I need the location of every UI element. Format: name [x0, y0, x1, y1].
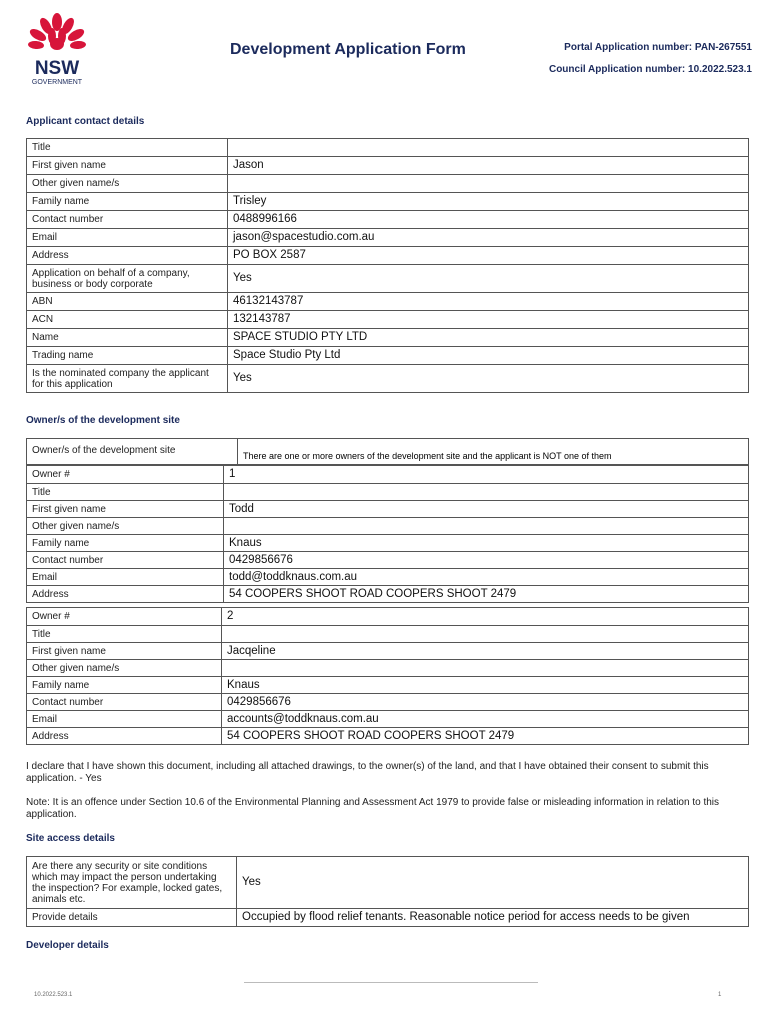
field-value	[222, 626, 749, 643]
form-title: Development Application Form	[230, 41, 466, 58]
field-label: Contact number	[27, 552, 224, 569]
form-row	[27, 728, 749, 745]
site-access-table	[26, 856, 749, 927]
field-value: PO BOX 2587	[228, 247, 749, 265]
field-label: Application on behalf of a company, business or body corporate	[27, 265, 228, 293]
field-label: Address	[27, 247, 228, 265]
form-row	[27, 175, 749, 193]
council-application-number: Council Application number: 10.2022.523.1	[548, 64, 752, 75]
form-row	[27, 139, 749, 157]
form-row	[27, 857, 749, 909]
form-row	[27, 365, 749, 393]
field-value: 2	[222, 608, 749, 626]
field-value	[224, 518, 749, 535]
field-value: Yes	[237, 857, 749, 909]
field-label: Contact number	[27, 211, 228, 229]
owners-summary-row	[27, 439, 749, 465]
form-row	[27, 229, 749, 247]
form-row	[27, 660, 749, 677]
field-value: Space Studio Pty Ltd	[228, 347, 749, 365]
field-label: Address	[27, 586, 224, 603]
field-value: Jacqeline	[222, 643, 749, 660]
owners-summary-value: There are one or more owners of the development site and the applicant is NOT one of them	[238, 439, 749, 465]
field-value: 54 COOPERS SHOOT ROAD COOPERS SHOOT 2479	[222, 728, 749, 745]
form-row	[27, 586, 749, 603]
offence-note: Note: It is an offence under Section 10.6 of the Environmental Planning and Assessment Act 1979 to provide false or misleading information in relation to this application.	[26, 797, 720, 820]
field-label: Family name	[27, 535, 224, 552]
form-row	[27, 501, 749, 518]
field-value	[222, 660, 749, 677]
field-value: 54 COOPERS SHOOT ROAD COOPERS SHOOT 2479	[224, 586, 749, 603]
developer-section-heading: Developer details	[26, 940, 109, 951]
form-row	[27, 157, 749, 175]
form-row	[27, 518, 749, 535]
form-row	[27, 711, 749, 728]
field-value: 46132143787	[228, 293, 749, 311]
field-label: Owner #	[27, 466, 224, 484]
form-row	[27, 466, 749, 484]
applicant-rows	[27, 139, 749, 393]
owner-2-table	[26, 607, 749, 745]
form-row	[27, 626, 749, 643]
field-label: Are there any security or site conditions which may impact the person undertaking the inspection? For example, locked gates, animals etc.	[27, 857, 237, 909]
field-label: First given name	[27, 643, 222, 660]
owner-2-rows	[27, 608, 749, 745]
field-label: Other given name/s	[27, 175, 228, 193]
field-value: Todd	[224, 501, 749, 518]
field-value: accounts@toddknaus.com.au	[222, 711, 749, 728]
owner-1-rows	[27, 466, 749, 603]
field-label: Email	[27, 569, 224, 586]
portal-application-number: Portal Application number: PAN-267551	[564, 42, 752, 53]
form-row	[27, 608, 749, 626]
field-value: Yes	[228, 265, 749, 293]
field-label: Email	[27, 711, 222, 728]
field-label: Other given name/s	[27, 660, 222, 677]
field-value: 0429856676	[222, 694, 749, 711]
field-value: 132143787	[228, 311, 749, 329]
field-label: Is the nominated company the applicant for this application	[27, 365, 228, 393]
logo-text: NSW	[34, 58, 80, 79]
field-value: todd@toddknaus.com.au	[224, 569, 749, 586]
field-label: ACN	[27, 311, 228, 329]
field-value	[228, 175, 749, 193]
field-value: Knaus	[224, 535, 749, 552]
owners-section-heading: Owner/s of the development site	[26, 415, 180, 426]
field-label: First given name	[27, 157, 228, 175]
form-row	[27, 193, 749, 211]
owner-1-table	[26, 465, 749, 603]
applicant-table	[26, 138, 749, 393]
footer-divider	[244, 982, 538, 983]
field-label: Other given name/s	[27, 518, 224, 535]
owners-summary-label: Owner/s of the development site	[27, 439, 238, 465]
form-row	[27, 909, 749, 927]
field-value: SPACE STUDIO PTY LTD	[228, 329, 749, 347]
owners-summary-table	[26, 438, 749, 465]
form-row	[27, 484, 749, 501]
field-value: jason@spacestudio.com.au	[228, 229, 749, 247]
form-row	[27, 569, 749, 586]
field-label: Owner #	[27, 608, 222, 626]
field-value: 0488996166	[228, 211, 749, 229]
logo-subtext: GOVERNMENT	[31, 79, 83, 86]
field-label: ABN	[27, 293, 228, 311]
field-label: Address	[27, 728, 222, 745]
form-row	[27, 329, 749, 347]
field-value: Trisley	[228, 193, 749, 211]
footer-reference: 10.2022.523.1	[34, 992, 73, 998]
form-row	[27, 211, 749, 229]
form-row	[27, 293, 749, 311]
form-row	[27, 265, 749, 293]
field-value: Occupied by flood relief tenants. Reasonable notice period for access needs to be given	[237, 909, 749, 927]
field-label: Title	[27, 626, 222, 643]
form-row	[27, 677, 749, 694]
field-label: Title	[27, 484, 224, 501]
owner-consent-declaration: I declare that I have shown this document, including all attached drawings, to the owner(s) of the land, and that I have obtained their consent to submit this application. - Yes	[26, 761, 709, 784]
field-value: Yes	[228, 365, 749, 393]
form-row	[27, 535, 749, 552]
field-label: Provide details	[27, 909, 237, 927]
form-row	[27, 694, 749, 711]
form-row	[27, 643, 749, 660]
field-value	[228, 139, 749, 157]
field-label: Name	[27, 329, 228, 347]
form-row	[27, 347, 749, 365]
site-access-rows	[27, 857, 749, 927]
field-label: Contact number	[27, 694, 222, 711]
field-label: Family name	[27, 677, 222, 694]
field-label: Title	[27, 139, 228, 157]
applicant-section-heading: Applicant contact details	[26, 116, 145, 127]
field-label: Trading name	[27, 347, 228, 365]
field-label: Family name	[27, 193, 228, 211]
field-label: Email	[27, 229, 228, 247]
nsw-government-logo	[24, 12, 90, 86]
field-value: 1	[224, 466, 749, 484]
field-value: Jason	[228, 157, 749, 175]
site-access-section-heading: Site access details	[26, 833, 115, 844]
field-label: First given name	[27, 501, 224, 518]
waratah-icon	[24, 12, 90, 86]
field-value: 0429856676	[224, 552, 749, 569]
field-value: Knaus	[222, 677, 749, 694]
page-number: 1	[718, 992, 722, 998]
field-value	[224, 484, 749, 501]
form-row	[27, 552, 749, 569]
form-row	[27, 247, 749, 265]
form-row	[27, 311, 749, 329]
